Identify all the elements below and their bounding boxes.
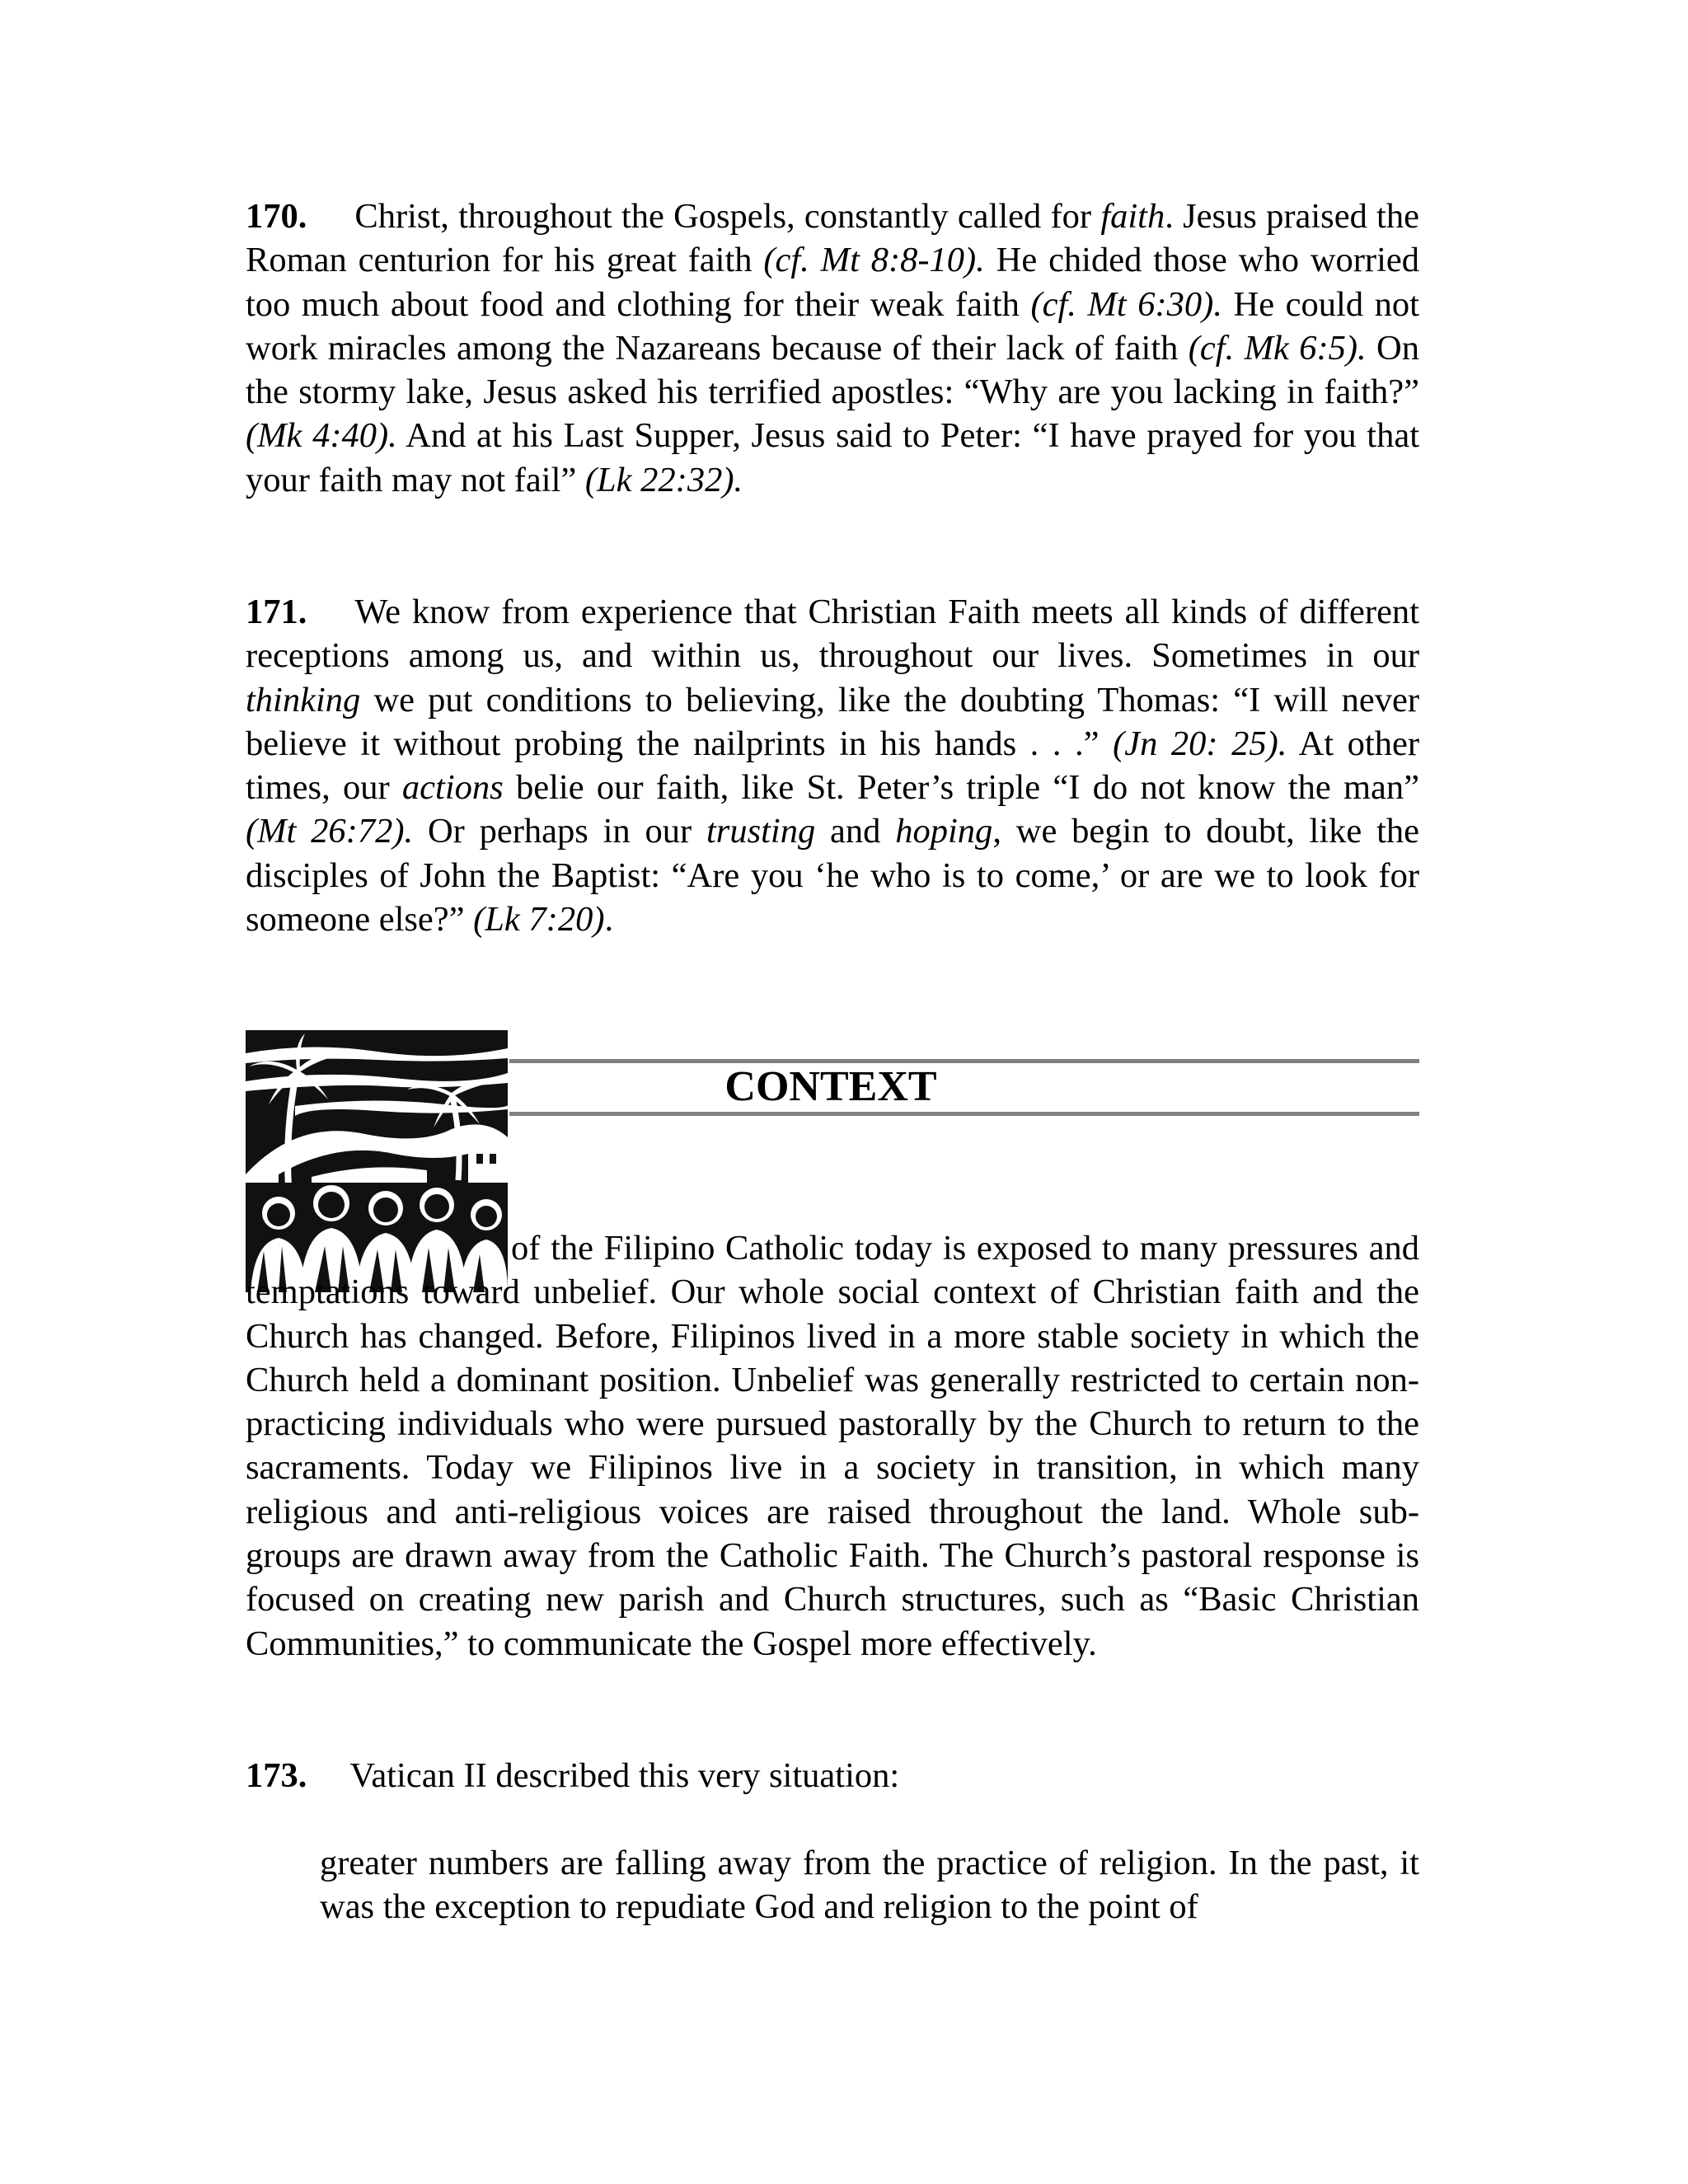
citation: (cf. Mk 6:5). (1188, 328, 1367, 368)
text: belie our faith, like St. Peter’s triple “I do not know the man” (503, 768, 1420, 808)
text: and (815, 812, 896, 851)
text: On the stormy lake, Jesus asked his terrified apostles: “Why are you lacking in faith?” (246, 328, 1419, 412)
emphasis: hoping (895, 812, 993, 851)
block-quote (320, 1841, 1419, 1929)
emphasis: trusting (706, 812, 816, 851)
text: Or perhaps in our (413, 812, 706, 851)
paragraph-171 (246, 590, 1419, 941)
paragraph-number: 170. (246, 197, 307, 236)
text: we put conditions to believing, like the doubting Thomas: “I will never believe it without probing the nailprints in his hands . . .” (246, 680, 1419, 763)
citation: (cf. Mt 6:30). (1030, 284, 1222, 324)
citation: (cf. Mt 8:8-10). (763, 241, 985, 280)
paragraph-170 (246, 194, 1419, 502)
citation: (Lk 7:20) (473, 900, 605, 940)
emphasis: faith (1100, 197, 1165, 236)
citation: (Mk 4:40). (246, 416, 397, 456)
citation: (Mt 26:72). (246, 812, 414, 851)
emphasis: actions (401, 768, 504, 808)
text: At other times, our (246, 724, 1419, 808)
text: . Jesus praised the Roman centurion for his great faith (246, 197, 1419, 280)
citation: (Lk 22:32). (584, 460, 743, 499)
text: Christ, throughout the Gospels, constantly called for (354, 197, 1101, 236)
paragraph-number: 173. (246, 1756, 307, 1795)
citation: (Jn 20: 25). (1113, 724, 1287, 763)
paragraph-173 (246, 1754, 1419, 1797)
section-title: CONTEXT (724, 1063, 937, 1110)
paragraph-172 (246, 1226, 1419, 1666)
text: He could not work miracles among the Nazareans because of their lack of faith (246, 284, 1419, 368)
section-rule-bottom (509, 1112, 1419, 1116)
text: of the Filipino Catholic today is exposed to many pressures and temptations toward unbelief. Our whole social context of Christian faith and the Church has changed. Before, Filipinos lived in a more stable society in which the Church held a dominant position. Unbelief was generally restricted to certain non-practicing individuals who were pursued pastorally by the Church to return to the sacraments. Today we Filipinos live in a society in transition, in which many religious and anti-religious voices are raised throughout the land. Whole sub-groups are drawn away from the Catholic Faith. The Church’s pastoral response is focused on creating new parish and Church structures, such as “Basic Christian Communities,” to communicate the Gospel more effectively. (246, 1229, 1419, 1663)
text: And at his Last Supper, Jesus said to Peter: “I have prayed for you that your faith may not fail” (246, 416, 1419, 499)
text: greater numbers are falling away from the practice of religion. In the past, it was the exception to repudiate God and religion to the point of (320, 1844, 1419, 1927)
emphasis: thinking (246, 680, 361, 719)
text: . (604, 900, 614, 940)
text: , we begin to doubt, like the disciples of John the Baptist: “Are you ‘he who is to come,’ or are we to look for someone else?” (246, 812, 1419, 940)
text: He chided those who worried too much about food and clothing for their weak faith (246, 241, 1419, 324)
text: We know from experience that Christian Faith meets all kinds of different receptions among us, and within us, throughout our lives. Sometimes in our (246, 593, 1419, 676)
paragraph-number: 171. (246, 593, 307, 631)
text: Vatican II described this very situation: (349, 1756, 900, 1795)
